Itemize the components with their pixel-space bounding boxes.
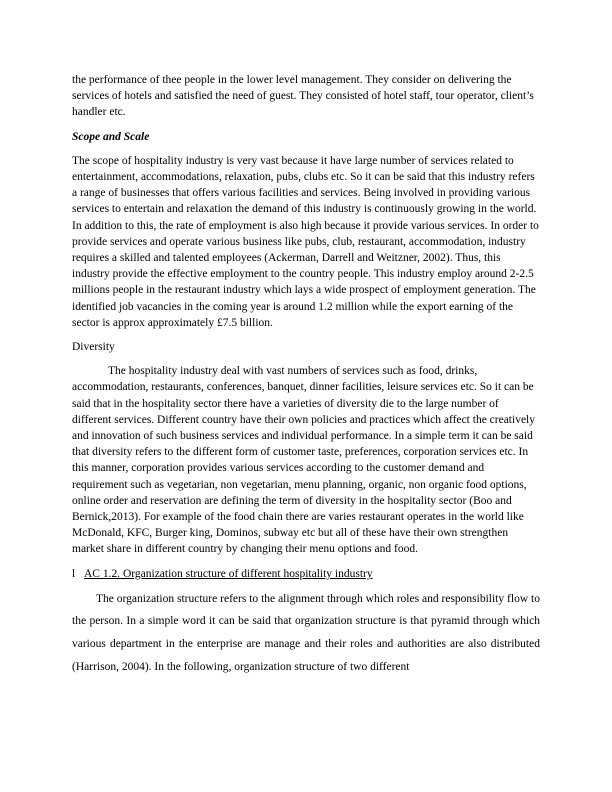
scope-heading: Scope and Scale: [72, 130, 150, 143]
scope-paragraph: The scope of hospitality industry is very vast because it have large number of services related to entertainment, accommodations, relaxation, pubs, clubs etc. So it can be said that this industry refers a range of businesses that offers various facilities and services. Being involved in providing various services to entertain and relaxation the demand of this industry is continuously growing in the world. In addition to this, the rate of employment is also high because it provide various services. In order to provide services and operate various business like pubs, club, restaurant, accommodation, industry requires a skilled and talented employees (Ackerman, Darrell and Weitzner, 2002). Thus, this industry provide the effective employment to the country people. This industry employ around 2-2.5 millions people in the restaurant industry which lays a wide prospect of employment generation. The identified job vacancies in the coming year is around 1.2 million while the export earning of the sector is approx approximately £7.5 billion.: [72, 154, 539, 329]
diversity-paragraph: The hospitality industry deal with vast numbers of services such as food, drinks, accommodation, restaurants, conferences, banquet, dinner facilities, leisure services etc. So it can be said that in the hospitality sector there have a varieties of diversity die to the large number of different services. Different country have their own policies and practices which affect the creatively and innovation of such business services and individual performance. In a simple term it can be said that diversity refers to the different form of customer taste, preferences, corporation services etc. In this manner, corporation provides various services according to the customer demand and requirement such as vegetarian, non vegetarian, menu planning, organic, non organic food options, online order and reservation are defining the term of diversity in the hospitality sector (Boo and Bernick,2013). For example of the food chain there are varies restaurant operates in the world like McDonald, KFC, Burger king, Dominos, subway etc but all of these have their own strengthen market share in different country by changing their menu options and food.: [72, 365, 535, 556]
diversity-heading: Diversity: [72, 341, 115, 354]
org-structure-paragraph: The organization structure refers to the alignment through which roles and responsibility flow to the person. In a simple word it can be said that organization structure is that pyramid through which various department in the enterprise are manage and their roles and authorities are also distributed (Harrison, 2004). In the following, organization structure of two different: [72, 592, 540, 673]
ac-heading-line: [72, 566, 540, 582]
document-page: [72, 72, 540, 678]
bullet-marker: l: [72, 567, 76, 580]
intro-paragraph: the performance of thee people in the lower level management. They consider on delivering the services of hotels and satisfied the need of guest. They consisted of hotel staff, tour operator, client’s handler etc.: [72, 74, 534, 119]
ac-heading: AC 1.2. Organization structure of different hospitality industry: [84, 567, 373, 580]
